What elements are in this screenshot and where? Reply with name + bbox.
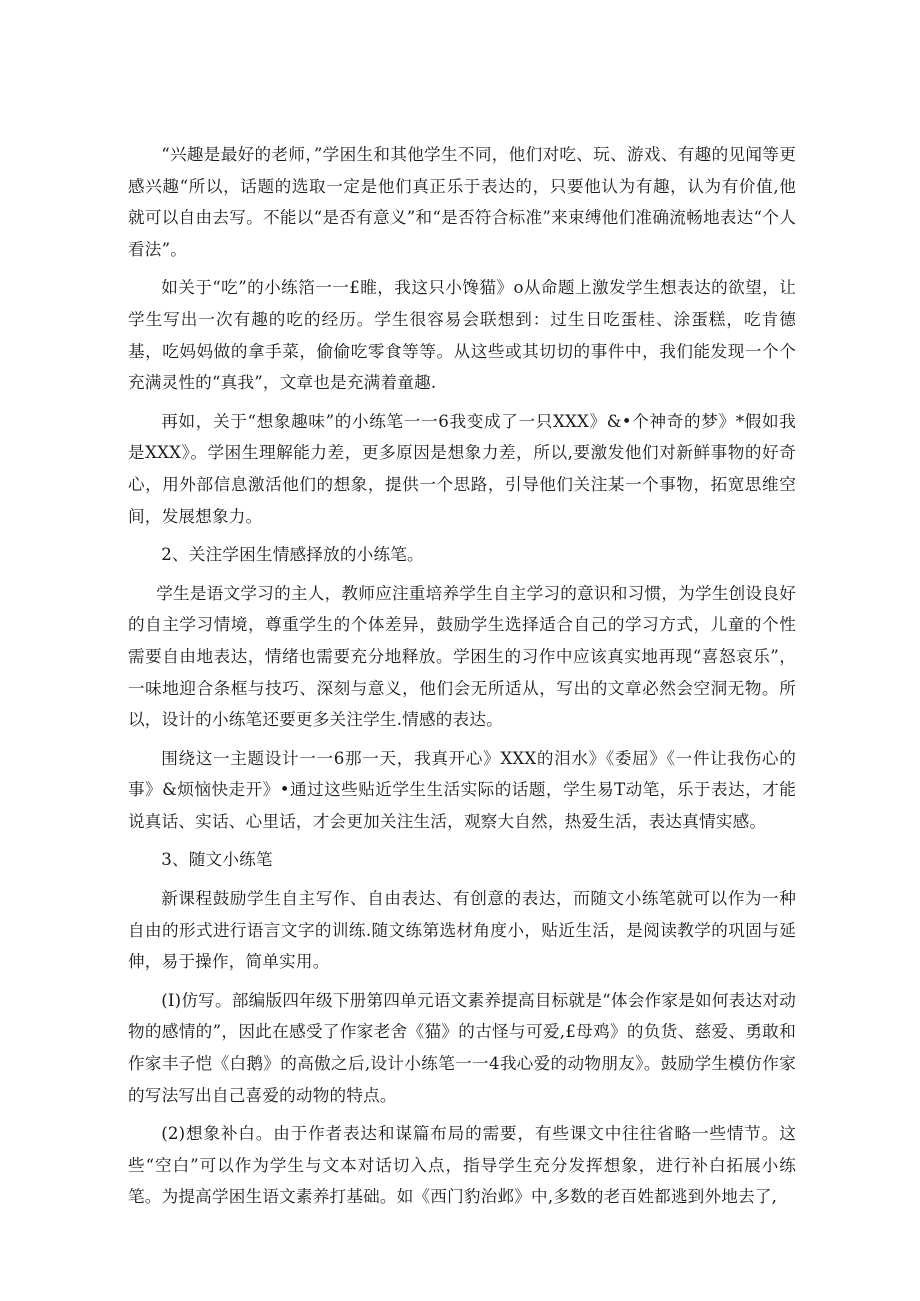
paragraph-interest: “兴趣是最好的老师，”学困生和其他学生不同，他们对吃、玩、游戏、有趣的见闻等更感兴趣“所以，话题的选取一定是他们真正乐于表达的，只要他认为有趣，认为有价值,他就可以自由去写。不能以“是否有意义”和“是否符合标准”来束缚他们准确流畅地表达“个人看法”。 bbox=[128, 145, 796, 259]
paragraph-imitation-writing: (I)仿写。部编版四年级下册第四单元语文素养提高目标就是“体会作家是如何表达对动物的感情的”，因此在感受了作家老舍《猫》的古怪与可爱,£母鸡》的负货、慈爱、勇敢和作家丰子恺《白鹅》的高傲之后,设计小练笔一一4我心爱的动物朋友》。鼓励学生模仿作家的写法写出自己喜爱的动物的特点。 bbox=[128, 990, 796, 1105]
paragraph-eating-example: 如关于“吃”的小练箔一一£睢，我这只小馋猫》o从命题上激发学生想表达的欲望，让学生写出一次有趣的吃的经历。学生很容易会联想到：过生日吃蛋桂、涂蛋糕，吃肯德基，吃妈妈做的拿手菜，偷偷吃零食等等。从这些或其切切的事件中，我们能发现一个个充满灵性的“真我”，文章也是充满着童趣. bbox=[128, 278, 796, 393]
paragraph-imagination-fill: (2)想象补白。由于作者表达和谋篇布局的需要，有些课文中往往省略一些情节。这些“空白”可以作为学生与文本对话切入点，指导学生充分发挥想象，进行补白拓展小练笔。为提高学困生语文素养打基础。如《西门豹治邺》中,多数的老百姓都逃到外地去了, bbox=[128, 1124, 796, 1207]
paragraph-theme-design: 围绕这一主题设计一一6那一天，我真开心》XXX的泪水》《委屈》《一件让我伤心的事》&烦恼快走开》•通过这些贴近学生生活实际的话题，学生易T动笔，乐于表达，才能说真话、实话、心里话，才会更加关注生活，观察大自然，热爱生活，表达真情实感。 bbox=[128, 748, 796, 831]
paragraph-student-emotion: 学生是语文学习的主人，教师应注重培养学生自主学习的意识和习惯，为学生创设良好的自主学习情境，尊重学生的个体差异，鼓励学生选择适合自己的学习方式，儿童的个性需要自由地表达，情绪也需要充分地释放。学困生的习作中应该真实地再现“喜怒哀乐”，一味地迎合条框与技巧、深刻与意义，他们会无所适从，写出的文章必然会空洞无物。所以，设计的小练笔还要更多关注学生.情感的表达。 bbox=[128, 583, 796, 730]
paragraph-imagination-example: 再如，关于“想象趣味”的小练笔一一6我变成了一只XXX》&•个神奇的梦》*假如我是XXX》。学困生理解能力差，更多原因是想象力差，所以,要激发他们对新鲜事物的好奇心，用外部信息激活他们的想象，提供一个思路，引导他们关注某一个事物，拓宽思维空间，发展想象力。 bbox=[128, 411, 796, 526]
paragraph-new-curriculum: 新课程鼓励学生自主写作、自由表达、有创意的表达，而随文小练笔就可以作为一种自由的形式进行语言文字的训练.随文练第选材角度小，贴近生活，是阅读教学的巩固与延伸，易于操作，简单实用。 bbox=[128, 889, 796, 972]
section-heading-2: 2、关注学困生情感择放的小练笔。 bbox=[161, 545, 424, 565]
document-body bbox=[128, 139, 796, 1220]
section-heading-3: 3、随文小练笔 bbox=[161, 850, 273, 870]
